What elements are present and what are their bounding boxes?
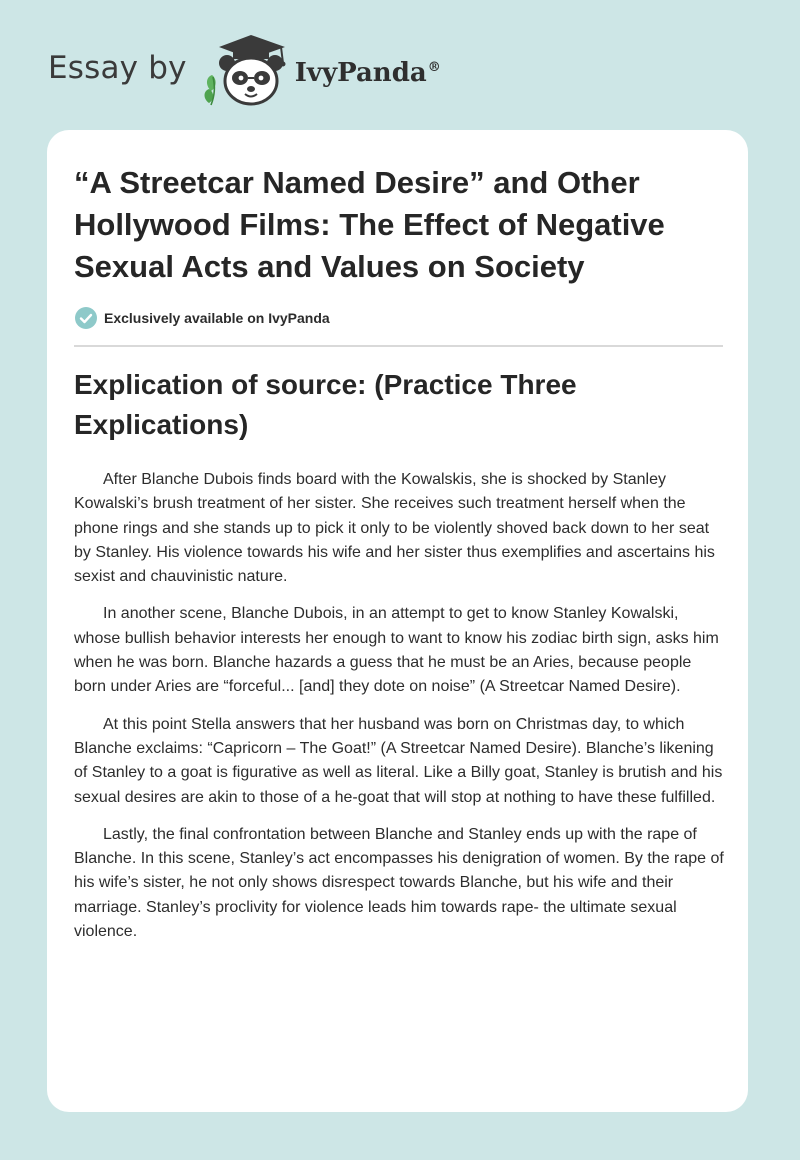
ivypanda-logo-icon[interactable]	[201, 29, 293, 109]
essay-card	[47, 130, 748, 1112]
brand-prefix: Essay by	[48, 50, 187, 86]
paragraph: Lastly, the final confrontation between Blanche and Stanley ends up with the rape of Blanche. In this scene, Stanley’s act encompasses his denigration of women. By the rape of his wife’s sister, he not only shows disrespect towards Blanche, but his wife and their marriage. Stanley’s proclivity for violence leads him towards rape- the ultimate sexual violence.	[74, 825, 724, 941]
check-circle-icon	[74, 306, 98, 330]
paragraph: At this point Stella answers that her husband was born on Christmas day, to which Blanche exclaims: “Capricorn – The Goat!” (A Streetcar Named Desire). Blanche’s likening of Stanley to a goat is figurative as well as literal. Like a Billy goat, Stanley is brutish and his sexual desires are akin to those of a he-goat that will stop at nothing to have these fulfilled.	[74, 715, 723, 806]
paragraph: In another scene, Blanche Dubois, in an attempt to get to know Stanley Kowalski, whose bullish behavior interests her enough to want to know his zodiac birth sign, asks him when he was born. Blanche hazards a guess that he must be an Aries, because people born under Aries are “forceful... [and] they dote on noise” (A Streetcar Named Desire).	[74, 605, 719, 696]
exclusive-badge	[74, 306, 330, 330]
exclusive-label: Exclusively available on IvyPanda	[104, 310, 330, 326]
brand-name: IvyPanda®	[294, 58, 441, 88]
essay-body	[74, 468, 726, 957]
paragraph: After Blanche Dubois finds board with the Kowalskis, she is shocked by Stanley Kowalski’s brush treatment of her sister. She receives such treatment herself when the phone rings and she stands up to pick it only to be violently shoved back down to her seat by Stanley. His violence towards his wife and her sister thus exemplifies and ascertains his sexist and chauvinistic nature.	[74, 471, 715, 586]
section-heading: Explication of source: (Practice Three Explications)	[74, 369, 577, 440]
title-divider	[74, 345, 723, 347]
site-header[interactable]	[48, 30, 441, 110]
essay-title: “A Streetcar Named Desire” and Other Hollywood Films: The Effect of Negative Sexual Acts and Values on Society	[74, 165, 665, 284]
